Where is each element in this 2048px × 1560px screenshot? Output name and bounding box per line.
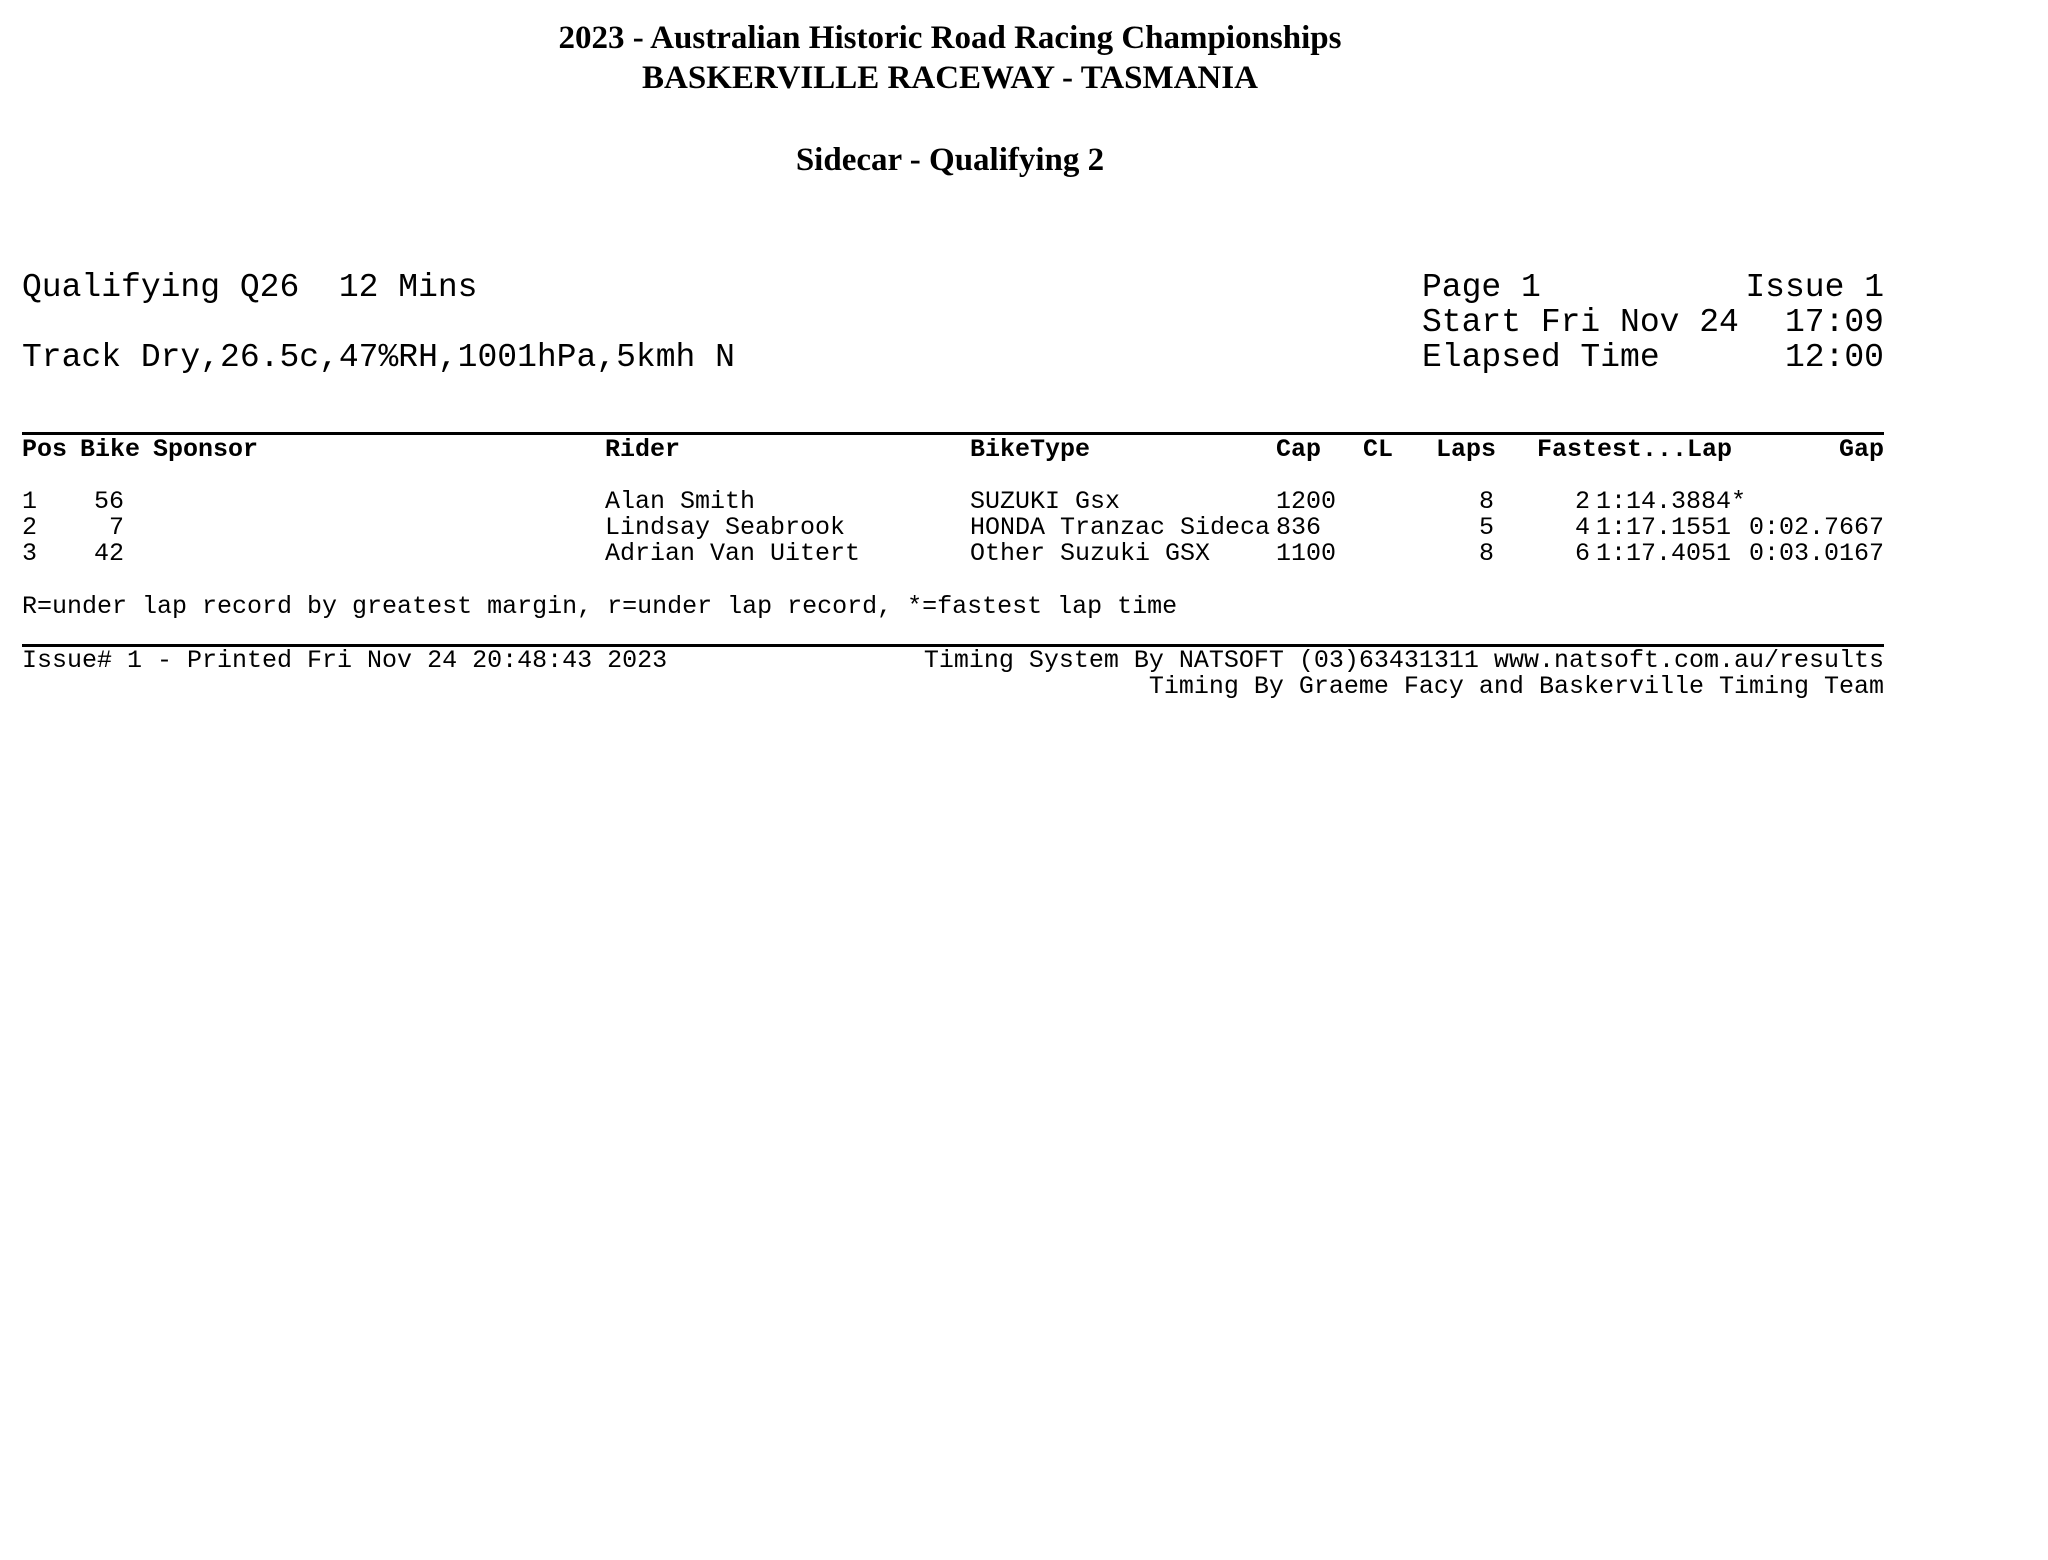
- row-fastest: 1:17.1551: [1596, 513, 1732, 542]
- page-label: Page 1: [1422, 269, 1541, 306]
- col-pos: Pos: [22, 435, 68, 464]
- col-laps: Laps: [1436, 435, 1497, 464]
- timing-team-info: Timing By Graeme Facy and Baskerville Timing Team: [1148, 672, 1884, 701]
- col-bike: Bike: [80, 435, 141, 464]
- results-table-body: [0, 286, 2048, 1560]
- row-cap: 1200: [1276, 487, 1337, 516]
- elapsed-time: 12:00: [1784, 339, 1884, 376]
- row-lap-no: 2: [1574, 487, 1590, 516]
- row-biketype: HONDA Tranzac Sideca: [970, 513, 1271, 542]
- row-lap-no: 4: [1574, 513, 1590, 542]
- col-cap: Cap: [1276, 435, 1322, 464]
- row-fastest: 1:17.4051: [1596, 539, 1732, 568]
- row-gap: 0:02.7667: [1748, 513, 1884, 542]
- row-bike: 42: [93, 539, 124, 568]
- col-gap: Gap: [1838, 435, 1884, 464]
- row-laps: 5: [1478, 513, 1494, 542]
- row-cap: 836: [1276, 513, 1322, 542]
- row-lap-no: 6: [1574, 539, 1590, 568]
- row-pos: 1: [22, 487, 38, 516]
- start-time: 17:09: [1784, 304, 1884, 341]
- timing-system-info: Timing System By NATSOFT (03)63431311 www.natsoft.com.au/results: [923, 646, 1884, 675]
- row-bike: 7: [108, 513, 124, 542]
- session-title: Sidecar - Qualifying 2: [795, 142, 1105, 178]
- row-rider: Alan Smith: [605, 487, 756, 516]
- row-rider: Adrian Van Uitert: [605, 539, 861, 568]
- row-biketype: Other Suzuki GSX: [970, 539, 1211, 568]
- row-bike: 56: [93, 487, 124, 516]
- row-pos: 2: [22, 513, 38, 542]
- row-biketype: SUZUKI Gsx: [970, 487, 1121, 516]
- col-cl: CL: [1363, 435, 1394, 464]
- row-gap: 0:03.0167: [1748, 539, 1884, 568]
- col-rider: Rider: [605, 435, 681, 464]
- venue-title: BASKERVILLE RACEWAY - TASMANIA: [642, 60, 1258, 96]
- championship-title: 2023 - Australian Historic Road Racing Championships: [558, 20, 1342, 56]
- row-laps: 8: [1478, 487, 1494, 516]
- col-sponsor: Sponsor: [153, 435, 259, 464]
- row-laps: 8: [1478, 539, 1494, 568]
- legend-note: R=under lap record by greatest margin, r=under lap record, *=fastest lap time: [22, 592, 1178, 621]
- start-label: Start Fri Nov 24: [1422, 304, 1739, 341]
- row-pos: 3: [22, 539, 38, 568]
- session-code: Qualifying Q26 12 Mins: [22, 269, 478, 306]
- row-cap: 1100: [1276, 539, 1337, 568]
- track-conditions: Track Dry,26.5c,47%RH,1001hPa,5kmh N: [22, 339, 735, 376]
- col-biketype: BikeType: [970, 435, 1091, 464]
- col-fastest: Fastest...Lap: [1537, 435, 1733, 464]
- printed-info: Issue# 1 - Printed Fri Nov 24 20:48:43 2023: [22, 646, 668, 675]
- row-rider: Lindsay Seabrook: [605, 513, 846, 542]
- issue-label: Issue 1: [1745, 269, 1884, 306]
- elapsed-label: Elapsed Time: [1422, 339, 1660, 376]
- row-fastest: 1:14.3884*: [1596, 487, 1747, 516]
